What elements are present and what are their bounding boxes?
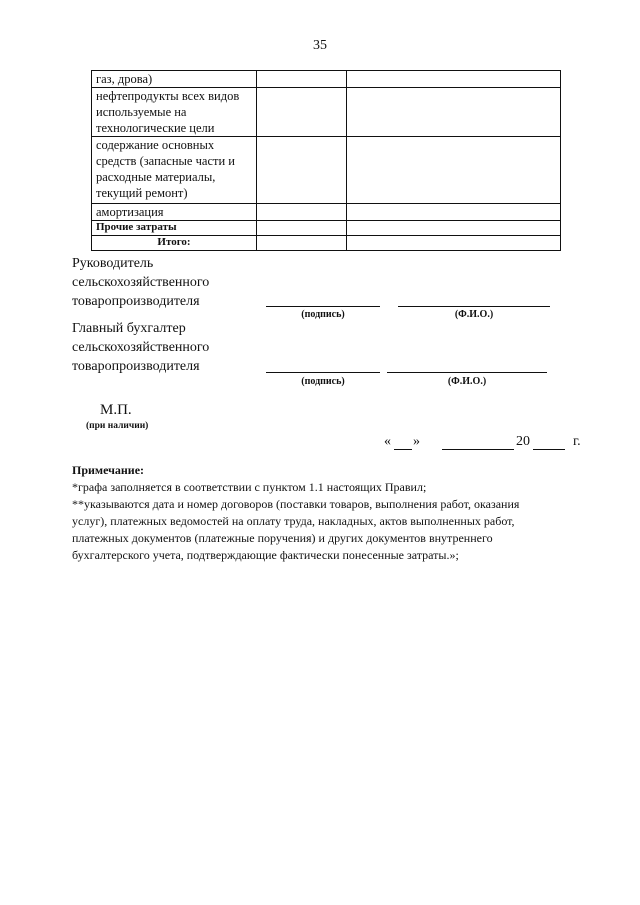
head-signature-caption: (подпись) xyxy=(301,309,345,320)
accountant-name-caption: (Ф.И.О.) xyxy=(447,376,487,387)
table-cell[interactable] xyxy=(257,88,347,137)
accountant-title-line1: Главный бухгалтер xyxy=(72,321,186,336)
table-row xyxy=(92,137,561,204)
table-cell[interactable] xyxy=(347,221,561,236)
table-row xyxy=(92,88,561,137)
year-prefix: 20 xyxy=(516,434,530,449)
head-signature-line[interactable] xyxy=(266,306,380,307)
note-line: платежных документов (платежные поручения) и других документов внутреннего xyxy=(72,531,493,545)
month-field[interactable] xyxy=(442,449,514,450)
accountant-title-line3: товаропроизводителя xyxy=(72,359,200,374)
table-cell[interactable] xyxy=(257,137,347,204)
row-label: газ, дрова) xyxy=(92,71,257,88)
date-open-quote: « xyxy=(384,434,391,449)
table-row xyxy=(92,221,561,236)
note-line: бухгалтерского учета, подтверждающие фактически понесенные затраты.»; xyxy=(72,548,459,562)
accountant-signature-line[interactable] xyxy=(266,372,380,373)
day-field[interactable] xyxy=(394,449,412,450)
year-field[interactable] xyxy=(533,449,565,450)
note-line: услуг), платежных ведомостей на оплату труда, накладных, актов выполненных работ, xyxy=(72,514,515,528)
table-row xyxy=(92,236,561,251)
head-name-caption: (Ф.И.О.) xyxy=(454,309,494,320)
note-line: *графа заполняется в соответствии с пунктом 1.1 настоящих Правил; xyxy=(72,480,427,494)
head-name-line[interactable] xyxy=(398,306,550,307)
accountant-title-block xyxy=(72,319,209,376)
table-cell[interactable] xyxy=(347,88,561,137)
head-title-line2: сельскохозяйственного xyxy=(72,275,210,290)
table-cell[interactable] xyxy=(257,236,347,251)
row-label: Прочие затраты xyxy=(92,221,257,236)
table-cell[interactable] xyxy=(257,221,347,236)
note-line: **указываются дата и номер договоров (поставки товаров, выполнения работ, оказания xyxy=(72,497,520,511)
accountant-name-line[interactable] xyxy=(387,372,547,373)
table-cell[interactable] xyxy=(257,71,347,88)
head-title-line3: товаропроизводителя xyxy=(72,294,200,309)
stamp-note: (при наличии) xyxy=(86,421,149,431)
cost-table xyxy=(91,70,561,251)
row-label: нефтепродукты всех видов используемые на технологические цели xyxy=(92,88,257,137)
date-line xyxy=(384,434,584,454)
table-row xyxy=(92,71,561,88)
head-title-block xyxy=(72,254,209,311)
total-label: Итого: xyxy=(92,236,257,251)
note-title: Примечание: xyxy=(72,463,145,477)
page-number: 35 xyxy=(313,38,327,53)
year-suffix: г. xyxy=(573,434,581,449)
table-cell[interactable] xyxy=(347,137,561,204)
stamp-label: М.П. xyxy=(100,402,132,418)
row-label: амортизация xyxy=(92,204,257,221)
head-title-line1: Руководитель xyxy=(72,256,154,271)
table-cell[interactable] xyxy=(347,204,561,221)
accountant-title-line2: сельскохозяйственного xyxy=(72,340,210,355)
table-cell[interactable] xyxy=(347,236,561,251)
note-block xyxy=(72,462,572,564)
accountant-signature-caption: (подпись) xyxy=(301,376,345,387)
date-close-quote: » xyxy=(413,434,420,449)
table-cell[interactable] xyxy=(347,71,561,88)
table-row xyxy=(92,204,561,221)
row-label: содержание основных средств (запасные части и расходные материалы, текущий ремонт) xyxy=(92,137,257,204)
table-cell[interactable] xyxy=(257,204,347,221)
